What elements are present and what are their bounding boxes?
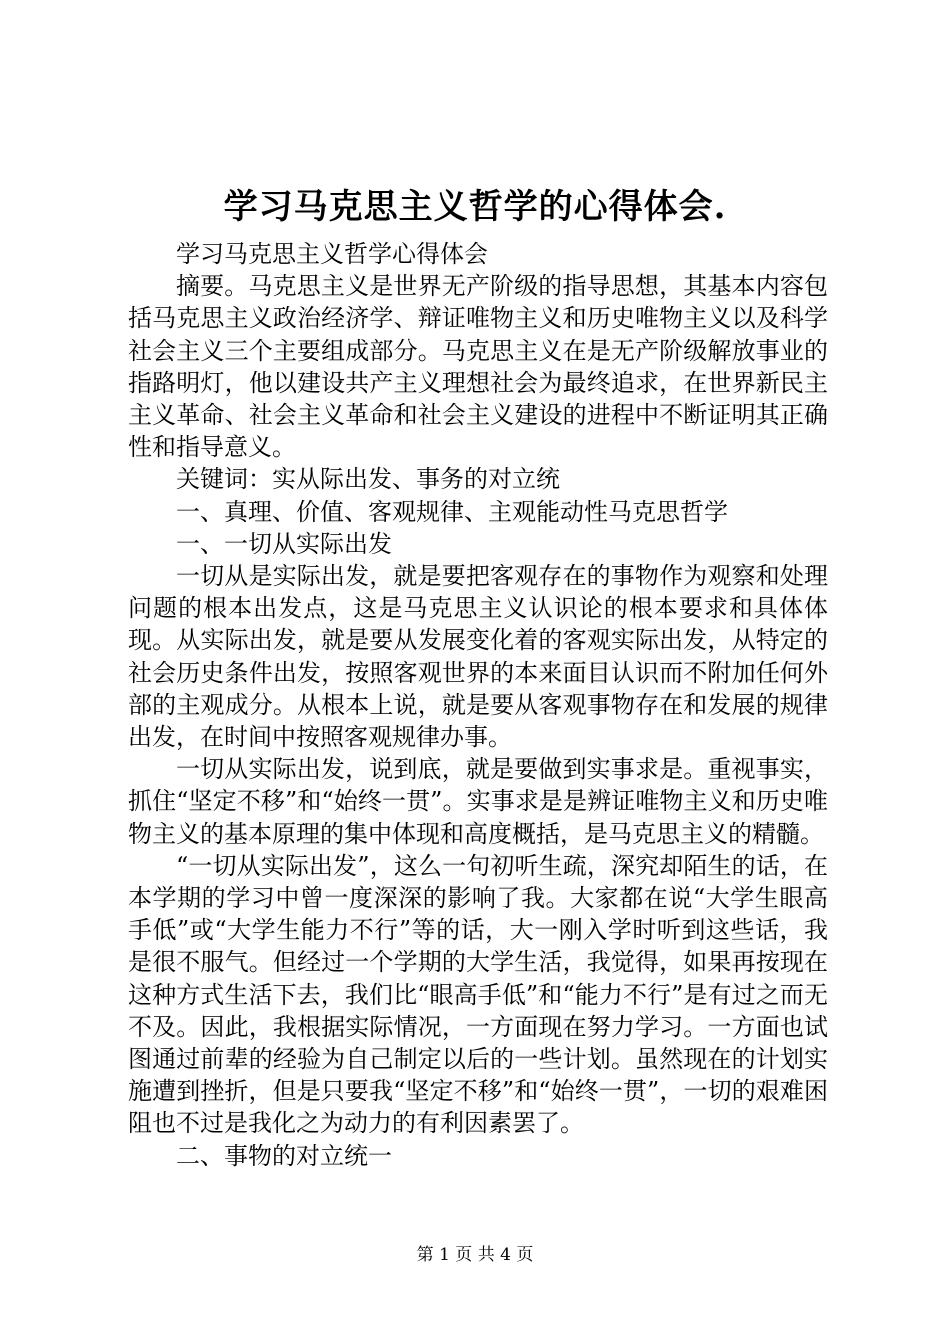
page-number-footer: 第 1 页 共 4 页 xyxy=(416,1245,534,1265)
subtitle-paragraph: 学习马克思主义哲学心得体会 xyxy=(176,240,488,268)
body-paragraph: 一切从是实际出发，就是要把客观存在的事物作为观察和处理问题的根本出发点，这是马克思主义认识论的根本要求和具体体现。从实际出发，就是要从发展变化着的客观实际出发，从特定的社会历史条件出发，按照客观世界的本来面目认识而不附加任何外部的主观成分。从根本上说，就是要从客观事物存在和发展的规律出发，在时间中按照客观规律办事。 xyxy=(128,562,828,752)
document-title: 学习马克思主义哲学的心得体会. xyxy=(223,187,727,227)
section-heading: 一、真理、价值、客观规律、主观能动性马克思哲学 xyxy=(176,497,728,526)
keywords-paragraph: 关键词：实从际出发、事务的对立统 xyxy=(176,465,560,494)
section-heading: 二、事物的对立统一 xyxy=(176,1141,392,1170)
section-heading: 一、一切从实际出发 xyxy=(176,529,392,558)
body-paragraph: “一切从实际出发”，这么一句初听生疏，深究却陌生的话，在本学期的学习中曾一度深深的影响了我。大家都在说“大学生眼高手低”或“大学生能力不行”等的话，大一刚入学时听到这些话，我是很不服气。但经过一个学期的大学生活，我觉得，如果再按现在这种方式生活下去，我们比“眼高手低”和“能力不行”是有过之而无不及。因此，我根据实际情况，一方面现在努力学习。一方面也试图通过前辈的经验为自己制定以后的一些计划。虽然现在的计划实施遭到挫折，但是只要我“坚定不移”和“始终一贯”，一切的艰难困阻也不过是我化之为动力的有利因素罢了。 xyxy=(128,851,828,1138)
body-paragraph: 一切从实际出发，说到底，就是要做到实事求是。重视事实，抓住“坚定不移”和“始终一贯”。实事求是是辨证唯物主义和历史唯物主义的基本原理的集中体现和高度概括，是马克思主义的精髓。 xyxy=(128,755,828,848)
abstract-paragraph: 摘要。马克思主义是世界无产阶级的指导思想，其基本内容包括马克思主义政治经济学、辩证唯物主义和历史唯物主义以及科学社会主义三个主要组成部分。马克思主义在是无产阶级解放事业的指路明灯，他以建设共产主义理想社会为最终追求，在世界新民主主义革命、社会主义革命和社会主义建设的进程中不断证明其正确性和指导意义。 xyxy=(128,272,828,462)
document-body xyxy=(128,238,828,1172)
